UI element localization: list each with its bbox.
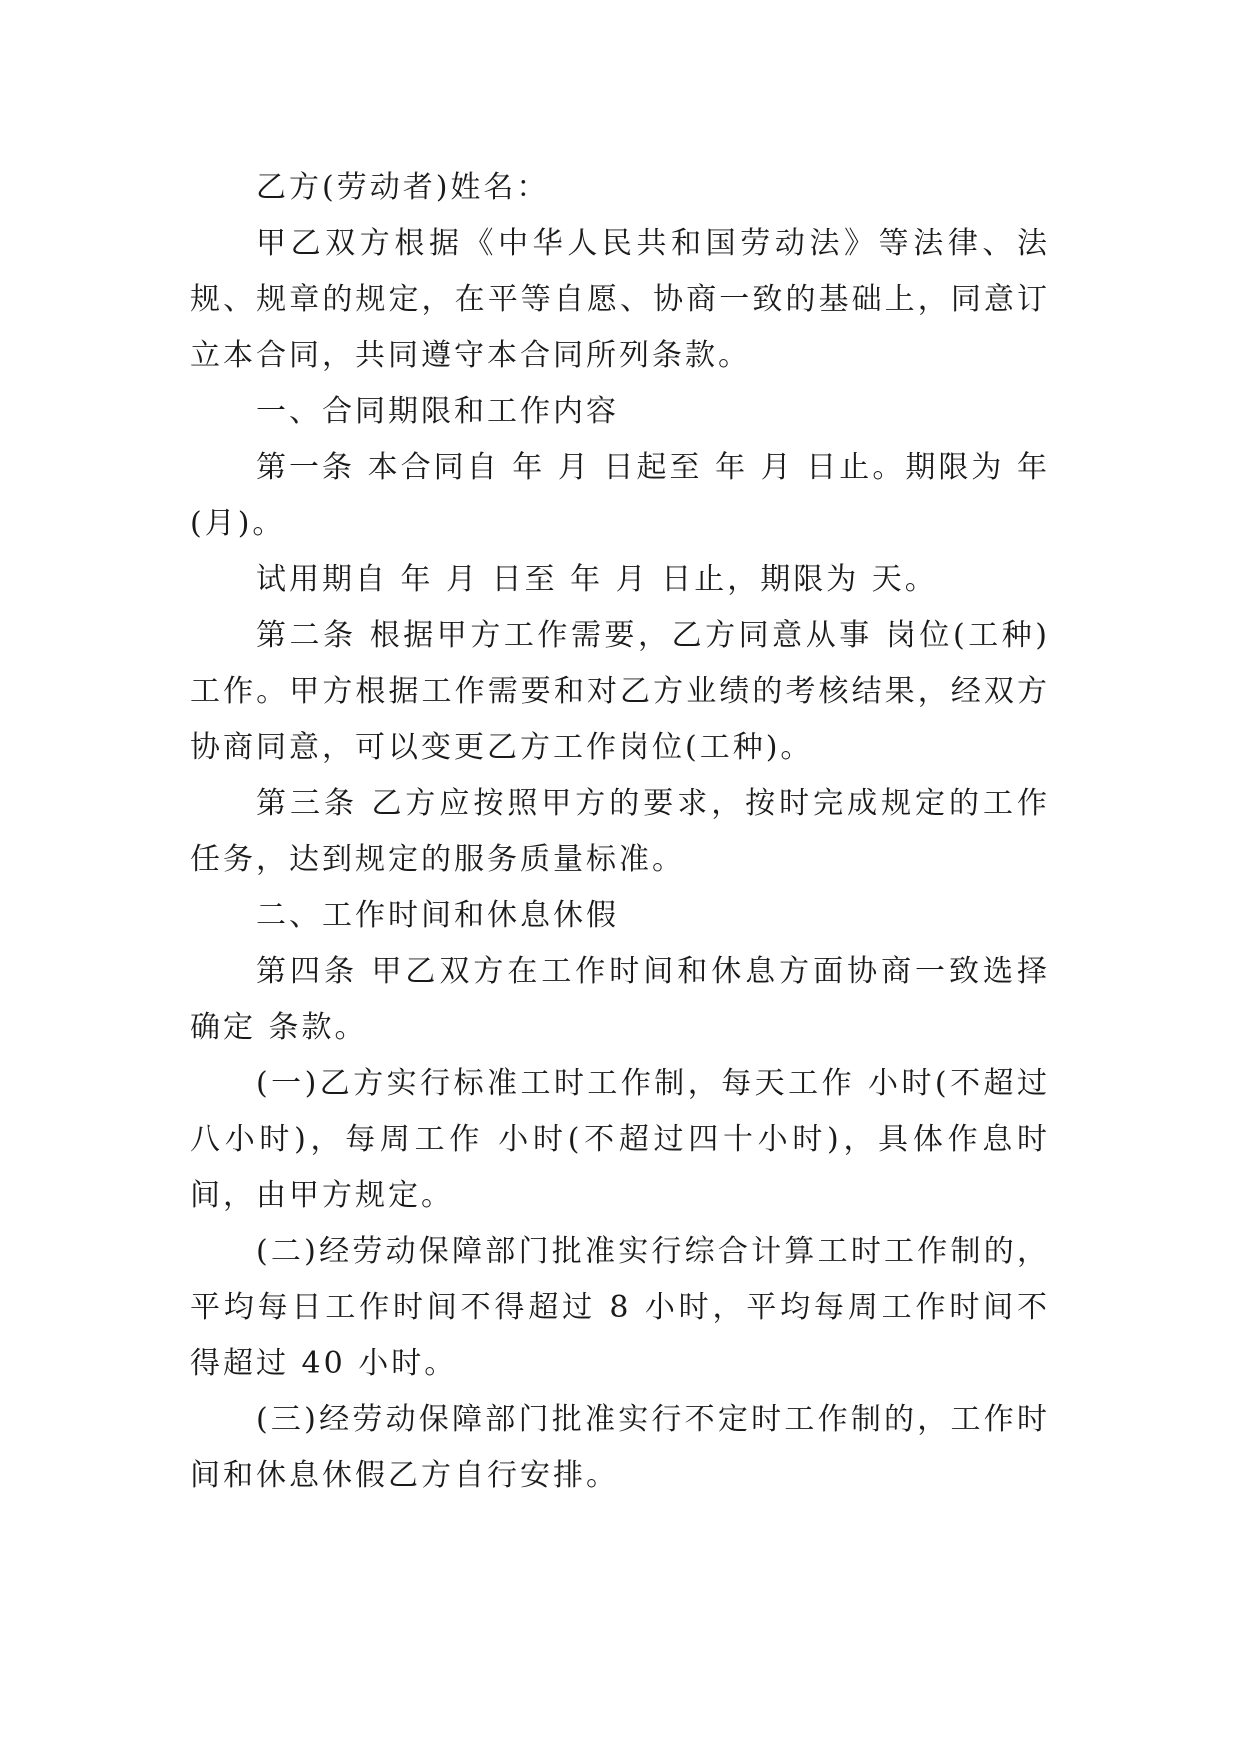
article-4-paragraph: 第四条 甲乙双方在工作时间和休息方面协商一致选择确定 条款。: [190, 954, 1050, 1045]
section-heading-term-and-work: 一、合同期限和工作内容: [256, 394, 619, 429]
article-3-paragraph: 第三条 乙方应按照甲方的要求，按时完成规定的工作任务，达到规定的服务质量标准。: [190, 786, 1050, 877]
section-heading-working-hours: 二、工作时间和休息休假: [256, 898, 619, 933]
preamble-paragraph: 甲乙双方根据《中华人民共和国劳动法》等法律、法规、规章的规定，在平等自愿、协商一致的基础上，同意订立本合同，共同遵守本合同所列条款。: [190, 226, 1050, 373]
clause-3-paragraph: (三)经劳动保障部门批准实行不定时工作制的，工作时间和休息休假乙方自行安排。: [190, 1402, 1050, 1493]
clause-1-paragraph: (一)乙方实行标准工时工作制，每天工作 小时(不超过八小时)，每周工作 小时(不超过四十小时)，具体作息时间，由甲方规定。: [190, 1066, 1050, 1213]
article-2-paragraph: 第二条 根据甲方工作需要，乙方同意从事 岗位(工种)工作。甲方根据工作需要和对乙方业绩的考核结果，经双方协商同意，可以变更乙方工作岗位(工种)。: [190, 618, 1050, 765]
party-b-name-line: 乙方(劳动者)姓名：: [256, 170, 550, 205]
article-1-paragraph: 第一条 本合同自 年 月 日起至 年 月 日止。期限为 年(月)。: [190, 450, 1050, 541]
document-body: [190, 160, 1050, 1504]
clause-2-paragraph: (二)经劳动保障部门批准实行综合计算工时工作制的，平均每日工作时间不得超过 8 小时，平均每周工作时间不得超过 40 小时。: [190, 1234, 1050, 1381]
probation-paragraph: 试用期自 年 月 日至 年 月 日止，期限为 天。: [256, 562, 938, 597]
